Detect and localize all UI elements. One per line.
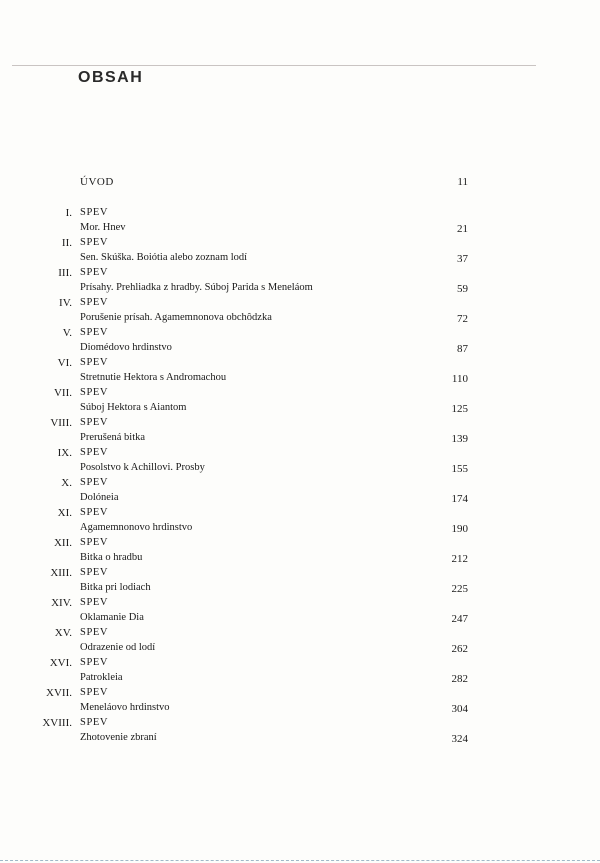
toc-entry [0,627,600,657]
chapter-title: Posolstvo k Achillovi. Prosby [80,462,205,473]
page-edge [0,860,600,861]
toc-entry [0,357,600,387]
chapter-spev-label: SPEV [80,327,109,338]
chapter-title: Diomédovo hrdinstvo [80,342,172,353]
chapter-numeral: VII. [53,387,72,399]
toc-entry [0,447,600,477]
chapter-title: Mor. Hnev [80,222,126,233]
chapter-spev-label: SPEV [80,357,109,368]
chapter-spev-label: SPEV [80,297,109,308]
chapter-numeral: XV. [54,627,72,639]
toc-entry [0,537,600,567]
chapter-page-number: 247 [451,613,468,625]
toc-intro-row [0,176,600,192]
chapter-spev-label: SPEV [80,207,109,218]
chapter-title: Sen. Skúška. Boiótia alebo zoznam lodí [80,252,248,263]
header-rule [12,65,536,66]
chapter-numeral: XI. [57,507,72,519]
chapter-spev-label: SPEV [80,237,109,248]
intro-label: ÚVOD [80,176,114,188]
toc-entry [0,717,600,747]
chapter-numeral: XIII. [50,567,72,579]
toc-entry [0,387,600,417]
chapter-page-number: 72 [457,313,468,325]
chapter-numeral: XVII. [46,687,72,699]
chapter-page-number: 155 [451,463,468,475]
chapter-spev-label: SPEV [80,537,109,548]
chapter-page-number: 212 [451,553,468,565]
chapter-page-number: 21 [457,223,468,235]
chapter-page-number: 324 [451,733,468,745]
chapter-page-number: 125 [451,403,468,415]
chapter-title: Prísahy. Prehliadka z hradby. Súboj Parida s Meneláom [80,282,313,293]
chapter-page-number: 59 [457,283,468,295]
toc-entry [0,507,600,537]
chapter-spev-label: SPEV [80,717,109,728]
toc-entry [0,327,600,357]
toc-entry [0,567,600,597]
chapter-numeral: X. [61,477,72,489]
chapter-title: Bitka pri lodiach [80,582,151,593]
toc-entry [0,297,600,327]
intro-page-number: 11 [457,176,468,188]
chapter-spev-label: SPEV [80,477,109,488]
chapter-title: Bitka o hradbu [80,552,143,563]
toc-entry [0,207,600,237]
chapter-page-number: 37 [457,253,468,265]
chapter-spev-label: SPEV [80,627,109,638]
chapter-title: Porušenie prísah. Agamemnonova obchôdzka [80,312,272,323]
chapter-title: Prerušená bitka [80,432,146,443]
chapter-title: Patrokleia [80,672,123,683]
chapter-page-number: 87 [457,343,468,355]
chapter-page-number: 174 [451,493,468,505]
chapter-title: Odrazenie od lodí [80,642,156,653]
chapter-page-number: 139 [451,433,468,445]
chapter-numeral: XIV. [51,597,72,609]
chapter-spev-label: SPEV [80,687,109,698]
toc-entry [0,417,600,447]
chapter-spev-label: SPEV [80,267,109,278]
chapter-spev-label: SPEV [80,417,109,428]
chapter-numeral: I. [65,207,72,219]
chapter-numeral: III. [58,267,72,279]
chapter-page-number: 282 [451,673,468,685]
chapter-title: Zhotovenie zbraní [80,732,157,743]
chapter-title: Meneláovo hrdinstvo [80,702,170,713]
chapter-numeral: V. [62,327,72,339]
toc-entry [0,687,600,717]
chapter-page-number: 262 [451,643,468,655]
toc-entry [0,267,600,297]
chapter-spev-label: SPEV [80,597,109,608]
chapter-spev-label: SPEV [80,567,109,578]
chapter-page-number: 110 [451,373,468,385]
chapter-numeral: VI. [57,357,72,369]
chapter-page-number: 190 [451,523,468,535]
chapter-numeral: XII. [53,537,72,549]
toc-entry [0,237,600,267]
chapter-numeral: XVI. [49,657,72,669]
table-of-contents [0,207,600,747]
chapter-title: Stretnutie Hektora s Andromachou [80,372,227,383]
chapter-spev-label: SPEV [80,657,109,668]
chapter-title: Súboj Hektora s Aiantom [80,402,187,413]
chapter-title: Dolóneia [80,492,119,503]
chapter-page-number: 225 [451,583,468,595]
toc-entry [0,657,600,687]
chapter-spev-label: SPEV [80,387,109,398]
chapter-title: Agamemnonovo hrdinstvo [80,522,193,533]
toc-entry [0,597,600,627]
chapter-page-number: 304 [451,703,468,715]
chapter-spev-label: SPEV [80,507,109,518]
chapter-numeral: XVIII. [42,717,72,729]
chapter-spev-label: SPEV [80,447,109,458]
chapter-numeral: IX. [57,447,72,459]
chapter-numeral: II. [61,237,72,249]
chapter-numeral: VIII. [50,417,72,429]
toc-entry [0,477,600,507]
chapter-title: Oklamanie Dia [80,612,144,623]
page-title: OBSAH [78,69,144,86]
chapter-numeral: IV. [59,297,72,309]
